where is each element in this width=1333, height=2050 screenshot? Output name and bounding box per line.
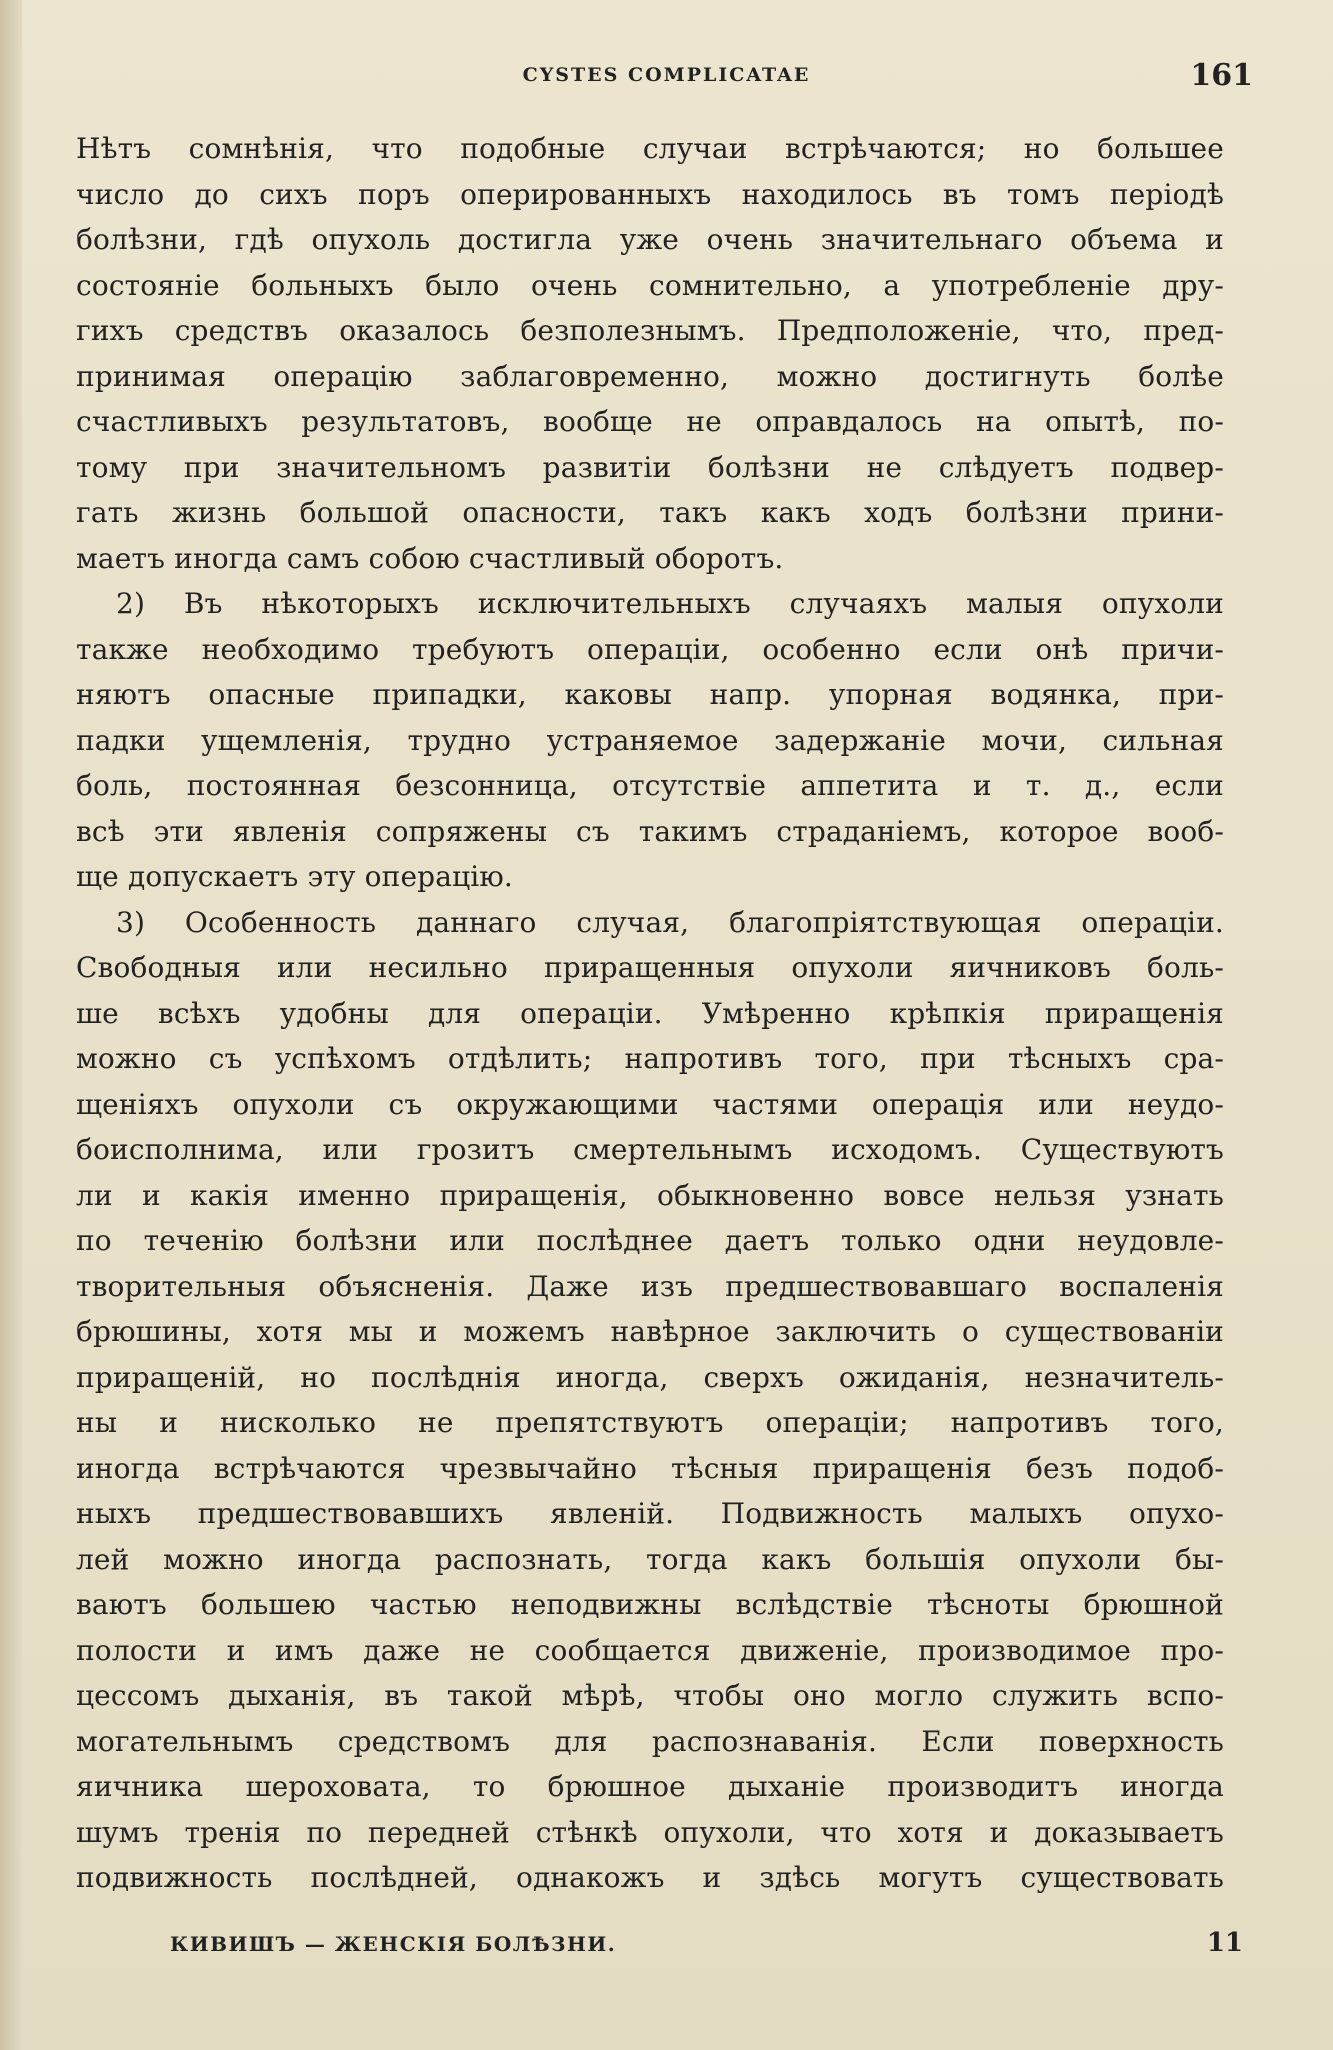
text-line: можно съ успѣхомъ отдѣлить; напротивъ того, при тѣсныхъ сра- <box>76 1042 1224 1075</box>
body-text <box>76 126 1224 1901</box>
text-line: боль, постоянная безсонница, отсутствіе аппетита и т. д., если <box>76 769 1224 802</box>
text-line: всѣ эти явленія сопряжены съ такимъ страданіемъ, которое вооб- <box>76 814 1224 848</box>
text-line: 2) Въ нѣкоторыхъ исключительныхъ случаяхъ малыя опухоли <box>116 587 1224 620</box>
page-gutter-shadow <box>0 0 22 2050</box>
text-line: творительныя объясненія. Даже изъ предшествовавшаго воспаленія <box>76 1269 1224 1303</box>
text-line: тому при значительномъ развитіи болѣзни не слѣдуетъ подвер- <box>76 450 1224 484</box>
text-line: 3) Особенность даннаго случая, благопріятствующая операціи. <box>116 905 1224 939</box>
text-line: полости и имъ даже не сообщается движеніе, производимое про- <box>76 1633 1224 1667</box>
text-line: ваютъ большею частью неподвижны вслѣдствіе тѣсноты брюшной <box>76 1588 1224 1621</box>
text-line: болѣзни, гдѣ опухоль достигла уже очень значительнаго объема и <box>76 223 1224 256</box>
page-number: 161 <box>1190 58 1253 93</box>
text-line: ше всѣхъ удобны для операціи. Умѣренно крѣпкія приращенія <box>76 996 1224 1030</box>
text-line: щеніяхъ опухоли съ окружающими частями операція или неудо- <box>76 1087 1224 1121</box>
text-line: состояніе больныхъ было очень сомнительно, а употребленіе дру- <box>76 268 1224 302</box>
text-line: гихъ средствъ оказалось безполезнымъ. Предположеніе, что, пред- <box>76 314 1224 347</box>
text-line: шумъ тренія по передней стѣнкѣ опухоли, что хотя и доказываетъ <box>76 1815 1224 1849</box>
text-line: няютъ опасные припадки, каковы напр. упорная водянка, при- <box>76 678 1224 711</box>
text-line: приращеній, но послѣднія иногда, сверхъ ожиданія, незначитель- <box>76 1360 1224 1394</box>
running-title: CYSTES COMPLICATAE <box>522 64 811 86</box>
page-header <box>76 58 1257 98</box>
text-line: цессомъ дыханія, въ такой мѣрѣ, чтобы оно могло служить вспо- <box>76 1679 1224 1712</box>
text-line: яичника шероховата, то брюшное дыханіе производитъ иногда <box>76 1770 1224 1803</box>
text-line: подвижность послѣдней, однакожъ и здѣсь могутъ существовать <box>76 1861 1224 1894</box>
text-line: могательнымъ средствомъ для распознаванія. Если поверхность <box>76 1724 1224 1758</box>
text-line: Свободныя или несильно приращенныя опухоли яичниковъ боль- <box>76 951 1224 984</box>
text-line: ныхъ предшествовавшихъ явленій. Подвижность малыхъ опухо- <box>76 1497 1224 1530</box>
text-line: лей можно иногда распознать, тогда какъ большія опухоли бы- <box>76 1542 1224 1576</box>
text-line: принимая операцію заблаговременно, можно достигнуть болѣе <box>76 359 1224 393</box>
text-line: число до сихъ поръ оперированныхъ находилось въ томъ періодѣ <box>76 177 1224 211</box>
page-footer <box>170 1928 1243 1964</box>
signature-line: КИВИШЪ — ЖЕНСКІЯ БОЛѢЗНИ. <box>170 1932 617 1956</box>
text-line: по теченію болѣзни или послѣднее даетъ только одни неудовле- <box>76 1224 1224 1257</box>
text-line: брюшины, хотя мы и можемъ навѣрное заключить о существованіи <box>76 1315 1224 1348</box>
text-line: падки ущемленія, трудно устраняемое задержаніе мочи, сильная <box>76 723 1224 757</box>
text-line: также необходимо требуютъ операціи, особенно если онѣ причи- <box>76 632 1224 666</box>
text-line: счастливыхъ результатовъ, вообще не оправдалось на опытѣ, по- <box>76 405 1224 438</box>
text-line: Нѣтъ сомнѣнія, что подобные случаи встрѣчаются; но большее <box>76 132 1224 165</box>
text-line: ли и какія именно приращенія, обыкновенно вовсе нельзя узнать <box>76 1178 1224 1212</box>
text-line: иногда встрѣчаются чрезвычайно тѣсныя приращенія безъ подоб- <box>76 1451 1224 1485</box>
text-line: ще допускаетъ эту операцію. <box>76 860 513 893</box>
text-line: боисполнима, или грозитъ смертельнымъ исходомъ. Существуютъ <box>76 1133 1224 1166</box>
text-line: гать жизнь большой опасности, такъ какъ ходъ болѣзни прини- <box>76 496 1224 529</box>
sheet-number: 11 <box>1206 1928 1243 1958</box>
text-line: ны и нисколько не препятствуютъ операціи; напротивъ того, <box>76 1406 1224 1439</box>
text-line: маетъ иногда самъ собою счастливый оборотъ. <box>76 541 784 575</box>
